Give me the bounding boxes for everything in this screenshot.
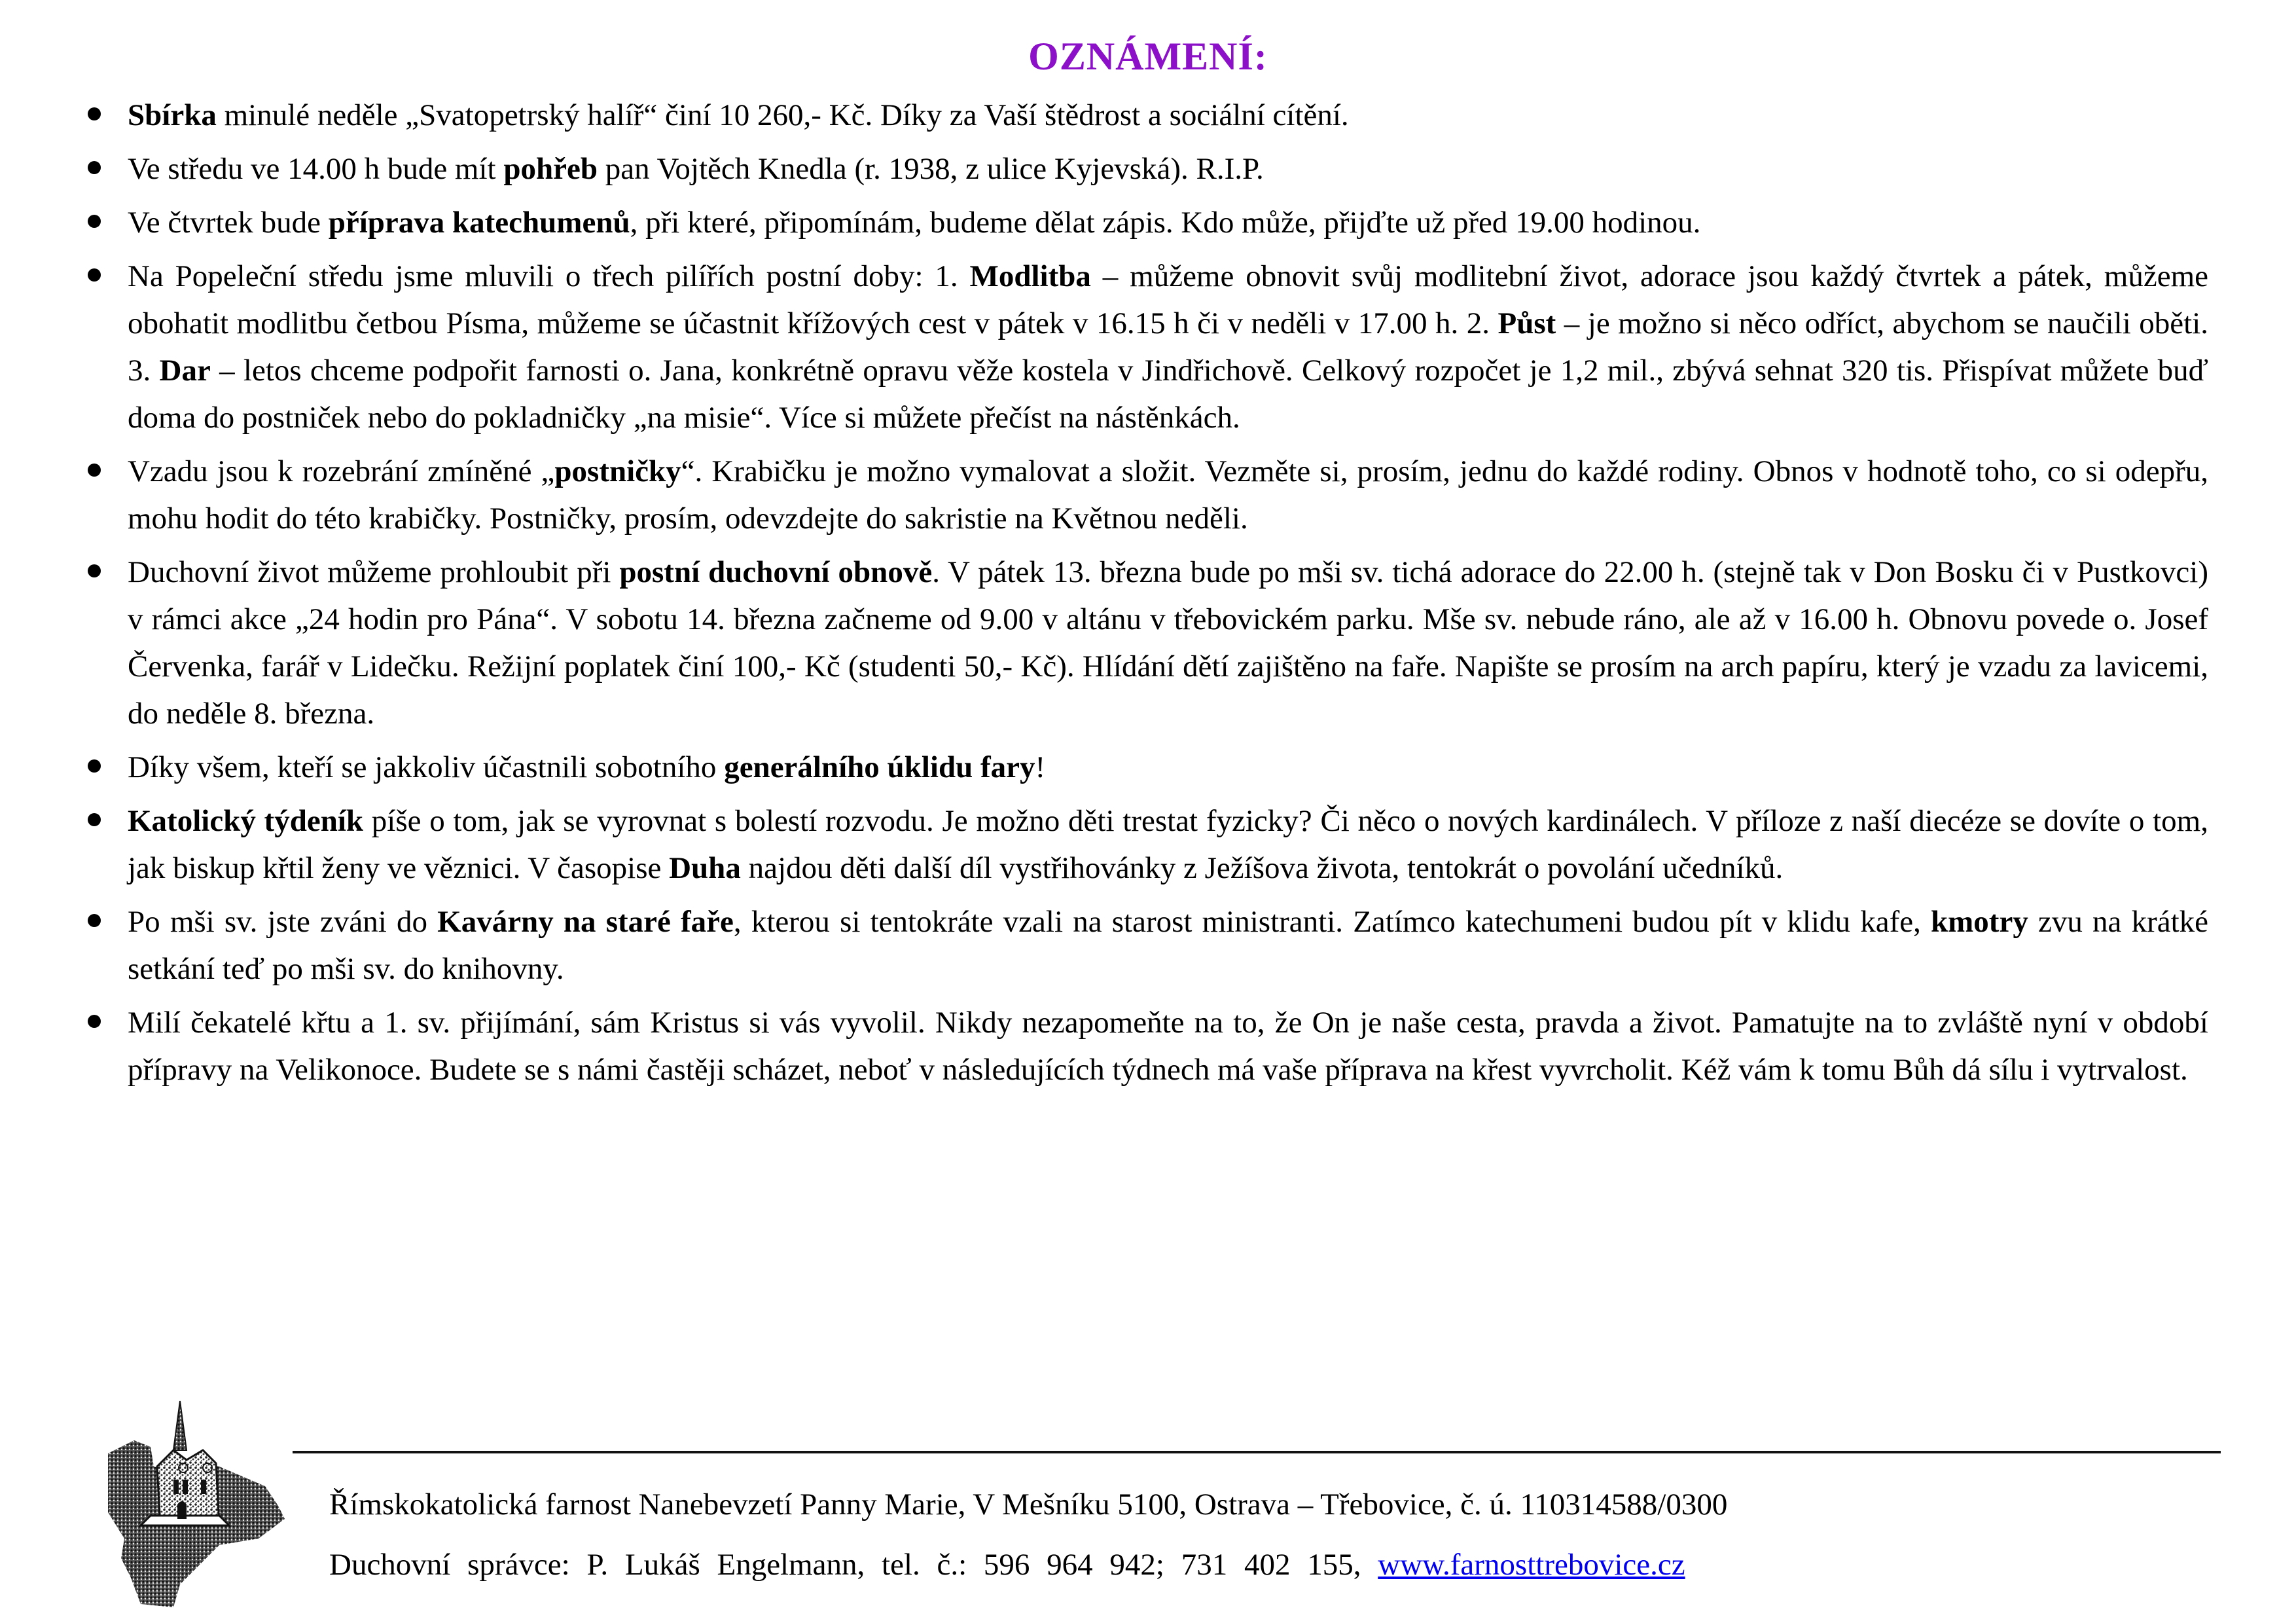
- announcement-item: [88, 253, 2208, 441]
- emphasis-text: Duha: [669, 851, 741, 885]
- emphasis-text: Půst: [1498, 306, 1556, 340]
- emphasis-text: Kavárny na staré faře: [437, 905, 734, 939]
- announcement-text: – letos chceme podpořit farnosti o. Jana, konkrétně opravu věže kostela v Jindřichově. Celkový rozpočet je 1,2 mil., zbývá sehnat 320 tis. Přispívat můžete buď doma do postniček nebo do pokladničky „na misie“. Více si můžete přečíst na nástěnkách.: [128, 354, 2209, 435]
- announcement-text: – můžeme obnovit svůj modlitební život, adorace jsou každý čtvrtek a pátek, můžeme obohatit modlitbu četbou Písma, můžeme se účastnit křížových cest v pátek v 16.15 h či v neděli v 17.00 h. 2.: [128, 259, 2208, 340]
- parish-address: Římskokatolická farnost Nanebevzetí Panny Marie, V Mešníku 5100, Ostrava – Třebovice, č. ú. 110314588/0300: [329, 1487, 1728, 1522]
- emphasis-text: Modlitba: [969, 259, 1091, 293]
- emphasis-text: postní duchovní obnově: [619, 555, 933, 589]
- emphasis-text: Katolický týdeník: [128, 804, 364, 838]
- announcement-text: “. Krabičku je možno vymalovat a složit. Vezměte si, prosím, jednu do každé rodiny. Obnos v hodnotě toho, co si odepřu, mohu hodit do této krabičky. Postničky, prosím, odevzdejte do sakristie na Květnou neděli.: [128, 454, 2209, 536]
- bullet-icon: [88, 215, 101, 228]
- emphasis-text: postničky: [554, 454, 681, 488]
- announcement-text: Díky všem, kteří se jakkoliv účastnili sobotního: [128, 750, 725, 784]
- announcement-text: . V pátek 13. března bude po mši sv. tichá adorace do 22.00 h. (stejně tak v Don Bosku či v Pustkovci) v rámci akce „24 hodin pro Pána“. V sobotu 14. března začneme od 9.00 v altánu v třebovickém parku. Mše sv. nebude ráno, ale až v 16.00 h. Obnovu povede o. Josef Červenka, farář v Lidečku. Režijní poplatek činí 100,- Kč (studenti 50,- Kč). Hlídání dětí zajištěno na faře. Napište se prosím na arch papíru, který je vzadu za lavicemi, do neděle 8. března.: [128, 555, 2208, 731]
- parish-contact: [329, 1545, 1685, 1584]
- announcement-text: !: [1035, 750, 1046, 784]
- bullet-icon: [88, 268, 101, 282]
- emphasis-text: příprava katechumenů: [328, 206, 630, 240]
- bullet-icon: [88, 759, 101, 773]
- announcement-item: [88, 898, 2208, 993]
- announcement-text: Ve středu ve 14.00 h bude mít: [128, 152, 504, 186]
- announcement-text: zvu na krátké setkání teď po mši sv. do knihovny.: [128, 905, 2209, 986]
- announcement-text: minulé neděle „Svatopetrský halíř“ činí 10 260,- Kč. Díky za Vaší štědrost a sociální cítění.: [216, 98, 1349, 132]
- announcement-list: [88, 92, 2208, 1100]
- emphasis-text: pohřeb: [503, 152, 598, 186]
- announcement-item: [88, 199, 2208, 246]
- announcement-text: píše o tom, jak se vyrovnat s bolestí rozvodu. Je možno děti trestat fyzicky? Či něco o nových kardinálech. V příloze z naší diecéze se dovíte o tom, jak biskup křtil ženy ve věznici. V časopise: [128, 804, 2208, 885]
- announcement-item: [88, 549, 2208, 737]
- emphasis-text: kmotry: [1931, 905, 2028, 939]
- announcement-item: [88, 145, 2208, 192]
- emphasis-text: Sbírka: [128, 98, 217, 132]
- announcement-text: Na Popeleční středu jsme mluvili o třech pilířích postní doby: 1.: [128, 259, 970, 293]
- announcement-text: Ve čtvrtek bude: [128, 206, 329, 240]
- bullet-icon: [88, 813, 101, 826]
- announcement-text: najdou děti další díl vystřihovánky z Ježíšova života, tentokrát o povolání učedníků.: [740, 851, 1784, 885]
- announcement-text: , kterou si tentokráte vzali na starost ministranti. Zatímco katechumeni budou pít v klidu kafe,: [733, 905, 1931, 939]
- emphasis-text: Dar: [159, 354, 211, 388]
- page-title: OZNÁMENÍ:: [1028, 35, 1268, 78]
- bullet-icon: [88, 161, 101, 174]
- emphasis-text: generálního úklidu fary: [724, 750, 1035, 784]
- bullet-icon: [88, 1015, 101, 1028]
- bullet-icon: [88, 107, 101, 120]
- announcement-text: Duchovní život můžeme prohloubit při: [128, 555, 620, 589]
- announcement-item: [88, 92, 2208, 139]
- contact-text: Duchovní správce: P. Lukáš Engelmann, tel. č.: 596 964 942; 731 402 155,: [329, 1548, 1361, 1582]
- bullet-icon: [88, 564, 101, 577]
- announcement-text: – je možno si něco odříct, abychom se naučili oběti. 3.: [128, 306, 2209, 388]
- website-link[interactable]: www.farnosttrebovice.cz: [1378, 1548, 1685, 1582]
- announcement-text: Milí čekatelé křtu a 1. sv. přijímání, sám Kristus si vás vyvolil. Nikdy nezapomeňte na to, že On je naše cesta, pravda a život. Pamatujte na to zvláště nyní v období přípravy na Velikonoce. Budete se s námi častěji scházet, neboť v následujících týdnech má vaše příprava na křest vyvrcholit. Kéž vám k tomu Bůh dá sílu i vytrvalost.: [128, 1006, 2208, 1087]
- announcement-text: Po mši sv. jste zváni do: [128, 905, 438, 939]
- announcement-text: pan Vojtěch Knedla (r. 1938, z ulice Kyjevská). R.I.P.: [598, 152, 1264, 186]
- bullet-icon: [88, 464, 101, 477]
- announcement-item: [88, 448, 2208, 542]
- announcement-text: , při které, připomínám, budeme dělat zápis. Kdo může, přijďte už před 19.00 hodinou.: [630, 206, 1701, 240]
- footer-divider: [293, 1451, 2221, 1453]
- announcement-item: [88, 999, 2208, 1093]
- church-engraving-icon: [95, 1388, 304, 1614]
- announcement-item: [88, 744, 2208, 791]
- bullet-icon: [88, 914, 101, 927]
- announcement-item: [88, 797, 2208, 892]
- announcement-text: Vzadu jsou k rozebrání zmíněné „: [128, 454, 555, 488]
